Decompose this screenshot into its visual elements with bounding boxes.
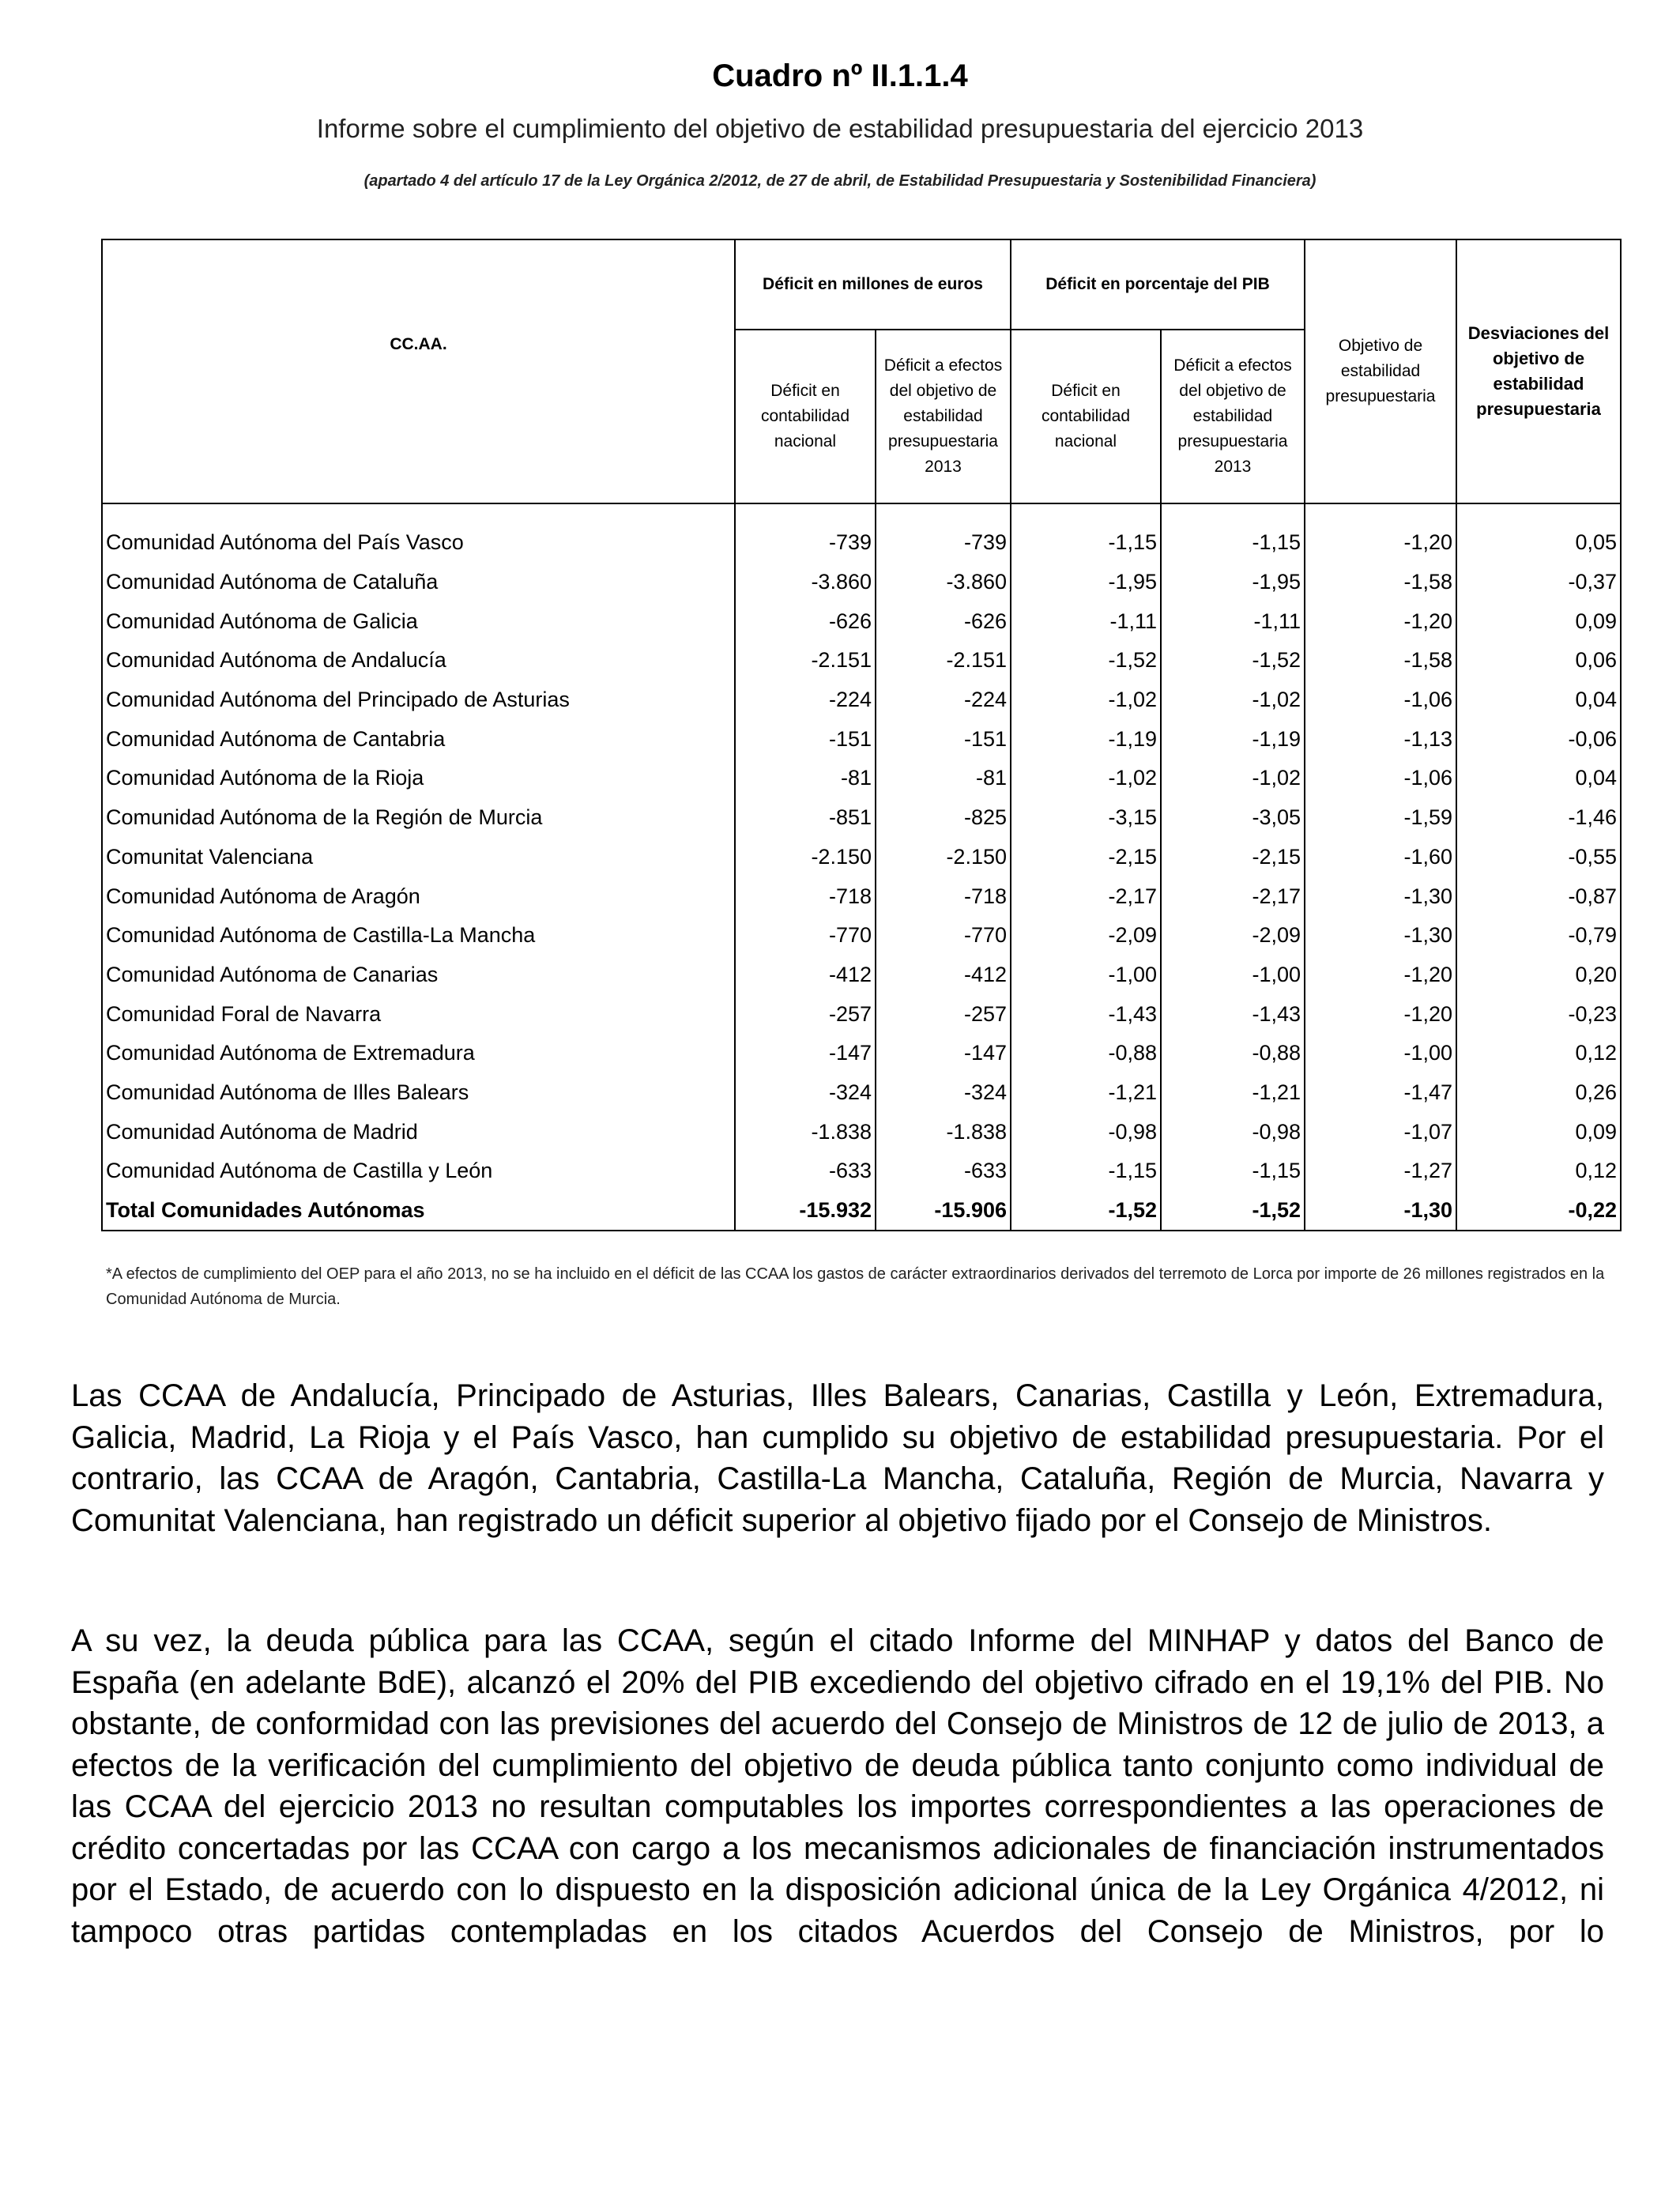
table-row [102,759,1621,798]
cell-deficit-pib-contabilidad: -2,17 [1011,876,1161,916]
cell-ccaa-name: Comunidad Autónoma de Cantabria [102,719,735,759]
cell-ccaa-name: Comunidad Autónoma de Canarias [102,956,735,995]
cell-deficit-pib-contabilidad: -0,88 [1011,1034,1161,1073]
cell-deficit-euros-contabilidad: -412 [735,956,876,995]
cell-desviacion: 0,04 [1456,759,1621,798]
table-row [102,1152,1621,1191]
cell-desviacion: 0,09 [1456,601,1621,641]
cell-deficit-pib-contabilidad: -1,43 [1011,994,1161,1034]
cell-deficit-pib-efectos: -1,00 [1161,956,1305,995]
cell-desviacion: -0,37 [1456,563,1621,602]
cell-deficit-pib-efectos: -1,11 [1161,601,1305,641]
table-row [102,641,1621,680]
cell-ccaa-name: Comunidad Autónoma del País Vasco [102,503,735,563]
cell-deficit-pib-contabilidad: -1,11 [1011,601,1161,641]
table-row [102,876,1621,916]
cell-deficit-euros-contabilidad: -1.838 [735,1112,876,1152]
cell-deficit-pib-contabilidad: -1,19 [1011,719,1161,759]
cell-desviacion: -0,79 [1456,916,1621,956]
header-ccaa: CC.AA. [102,239,735,503]
cell-desviacion: 0,26 [1456,1073,1621,1113]
cell-ccaa-name: Comunidad Autónoma de Illes Balears [102,1073,735,1113]
cell-ccaa-name: Comunidad Autónoma de Extremadura [102,1034,735,1073]
header-objetivo: Objetivo de estabilidad presupuestaria [1305,239,1456,503]
cell-deficit-pib-efectos: -1,95 [1161,563,1305,602]
cell-objetivo: -1,30 [1305,916,1456,956]
cell-deficit-pib-contabilidad: -1,00 [1011,956,1161,995]
cell-deficit-euros-efectos: -825 [876,798,1011,838]
cell-deficit-pib-efectos: -2,15 [1161,838,1305,877]
cell-ccaa-name: Comunidad Autónoma de la Rioja [102,759,735,798]
cell-deficit-pib-contabilidad: -1,02 [1011,680,1161,720]
cell-deficit-euros-efectos: -2.151 [876,641,1011,680]
cell-deficit-pib-efectos: -1,19 [1161,719,1305,759]
cell-ccaa-name: Comunidad Autónoma de Madrid [102,1112,735,1152]
cell-deficit-euros-efectos: -151 [876,719,1011,759]
cell-deficit-pib-efectos: -3,05 [1161,798,1305,838]
cell-desviacion: 0,04 [1456,680,1621,720]
cell-desviacion: -1,46 [1456,798,1621,838]
cell-objetivo: -1,59 [1305,798,1456,838]
cell-desviacion: -0,06 [1456,719,1621,759]
cell-deficit-pib-contabilidad: -1,15 [1011,1152,1161,1191]
cell-desviacion: -0,87 [1456,876,1621,916]
cell-deficit-euros-efectos: -412 [876,956,1011,995]
header-deficit-euros: Déficit en millones de euros [735,239,1011,330]
footnote: *A efectos de cumplimiento del OEP para el año 2013, no se ha incluido en el déficit de las CCAA los gastos de carácter extraordinarios derivados del terremoto de Lorca por importe de 26 millones registrados en la Comunidad Autónoma de Murcia. [106,1265,1605,1308]
paragraph-1: Las CCAA de Andalucía, Principado de Asturias, Illes Balears, Canarias, Castilla y León, Extremadura, Galicia, Madrid, La Rioja y el País Vasco, han cumplido su objetivo de estabilidad presupuestaria. Por el contrario, las CCAA de Aragón, Cantabria, Castilla-La Mancha, Cataluña, Región de Murcia, Navarra y Comunitat Valenciana, han registrado un déficit superior al objetivo fijado por el Consejo de Ministros. [71,1378,1604,1538]
cell-deficit-euros-efectos: -2.150 [876,838,1011,877]
cell-deficit-euros-contabilidad: -718 [735,876,876,916]
cell-deficit-pib-contabilidad: -2,15 [1011,838,1161,877]
header-euros-contabilidad: Déficit en contabilidad nacional [735,330,876,503]
cell-deficit-pib-efectos: -1,15 [1161,1152,1305,1191]
cell-ccaa-name: Comunidad Autónoma de Castilla y León [102,1152,735,1191]
cell-deficit-euros-contabilidad: -626 [735,601,876,641]
table-row [102,994,1621,1034]
cell-deficit-pib-efectos: -2,09 [1161,916,1305,956]
cell-deficit-euros-contabilidad: -739 [735,503,876,563]
cell-deficit-pib-contabilidad: -0,98 [1011,1112,1161,1152]
table-row [102,838,1621,877]
cell-deficit-euros-contabilidad: -2.151 [735,641,876,680]
cell-desviacion: 0,06 [1456,641,1621,680]
cell-ccaa-name: Comunidad Autónoma de Castilla-La Mancha [102,916,735,956]
cell-deficit-euros-efectos: -1.838 [876,1112,1011,1152]
table-row [102,563,1621,602]
cell-deficit-euros-efectos: -257 [876,994,1011,1034]
cell-deficit-euros-contabilidad: -151 [735,719,876,759]
deficit-table [101,239,1622,1231]
cell-deficit-euros-contabilidad: -770 [735,916,876,956]
cell-objetivo: -1,60 [1305,838,1456,877]
cell-deficit-euros-contabilidad: -257 [735,994,876,1034]
cell-desviacion: 0,09 [1456,1112,1621,1152]
cell-deficit-euros-efectos: -324 [876,1073,1011,1113]
cell-objetivo: -1,20 [1305,956,1456,995]
cell-ccaa-name: Comunidad Foral de Navarra [102,994,735,1034]
cell-deficit-pib-contabilidad: -2,09 [1011,916,1161,956]
cell-objetivo: -1,06 [1305,759,1456,798]
cell-objetivo: -1,13 [1305,719,1456,759]
cell-deficit-euros-efectos: -633 [876,1152,1011,1191]
cell-desviacion: 0,12 [1456,1034,1621,1073]
cell-deficit-euros-efectos: -3.860 [876,563,1011,602]
cell-objetivo: -1,00 [1305,1034,1456,1073]
cell-objetivo: -1,27 [1305,1152,1456,1191]
cell-deficit-pib-efectos: -1,52 [1161,1191,1305,1231]
cell-deficit-pib-contabilidad: -1,02 [1011,759,1161,798]
cell-deficit-pib-contabilidad: -1,95 [1011,563,1161,602]
table-row [102,680,1621,720]
cell-desviacion: 0,20 [1456,956,1621,995]
table-row [102,1034,1621,1073]
cell-objetivo: -1,20 [1305,601,1456,641]
table-row [102,956,1621,995]
cell-ccaa-name: Comunidad Autónoma de Aragón [102,876,735,916]
cell-objetivo: -1,30 [1305,1191,1456,1231]
cell-deficit-euros-efectos: -626 [876,601,1011,641]
cell-deficit-pib-contabilidad: -1,52 [1011,641,1161,680]
cell-objetivo: -1,30 [1305,876,1456,916]
cell-objetivo: -1,07 [1305,1112,1456,1152]
cell-desviacion: -0,55 [1456,838,1621,877]
paragraph-2: A su vez, la deuda pública para las CCAA, según el citado Informe del MINHAP y datos del Banco de España (en adelante BdE), alcanzó el 20% del PIB excediendo del objetivo cifrado en el 19,1% del PIB. No obstante, de conformidad con las previsiones del acuerdo del Consejo de Ministros de 12 de julio de 2013, a efectos de la verificación del cumplimiento del objetivo de deuda pública tanto conjunto como individual de las CCAA del ejercicio 2013 no resultan computables los importes correspondientes a las operaciones de crédito concertadas por las CCAA con cargo a los mecanismos adicionales de financiación instrumentados por el Estado, de acuerdo con lo dispuesto en la disposición adicional única de la Ley Orgánica 4/2012, ni tampoco otras partidas contempladas en los citados Acuerdos del Consejo de Ministros, por lo [71,1623,1604,1949]
cell-ccaa-name: Comunidad Autónoma de la Región de Murcia [102,798,735,838]
table-row [102,601,1621,641]
cell-deficit-pib-contabilidad: -1,15 [1011,503,1161,563]
header-desviaciones: Desviaciones del objetivo de estabilidad presupuestaria [1456,239,1621,503]
cell-deficit-pib-contabilidad: -1,21 [1011,1073,1161,1113]
cell-deficit-euros-contabilidad: -3.860 [735,563,876,602]
cell-ccaa-name: Comunidad Autónoma del Principado de Asturias [102,680,735,720]
total-row [102,1191,1621,1231]
cell-ccaa-name: Comunidad Autónoma de Andalucía [102,641,735,680]
table-row [102,719,1621,759]
cell-objetivo: -1,58 [1305,563,1456,602]
cell-deficit-euros-efectos: -718 [876,876,1011,916]
table-body [102,503,1621,1231]
legal-reference: (apartado 4 del artículo 17 de la Ley Orgánica 2/2012, de 27 de abril, de Estabilidad Presupuestaria y Sostenibilidad Financiera) [363,172,1317,190]
cell-desviacion: 0,12 [1456,1152,1621,1191]
header-deficit-pib: Déficit en porcentaje del PIB [1011,239,1305,330]
cell-deficit-euros-contabilidad: -224 [735,680,876,720]
table-row [102,798,1621,838]
cell-objetivo: -1,47 [1305,1073,1456,1113]
cell-deficit-pib-efectos: -2,17 [1161,876,1305,916]
table-row [102,503,1621,563]
cell-deficit-pib-efectos: -1,15 [1161,503,1305,563]
cell-deficit-pib-contabilidad: -1,52 [1011,1191,1161,1231]
cell-ccaa-name: Comunidad Autónoma de Cataluña [102,563,735,602]
cell-deficit-pib-efectos: -1,43 [1161,994,1305,1034]
cell-desviacion: -0,23 [1456,994,1621,1034]
cell-deficit-pib-efectos: -1,02 [1161,680,1305,720]
cell-deficit-euros-contabilidad: -147 [735,1034,876,1073]
cell-objetivo: -1,20 [1305,503,1456,563]
cell-deficit-pib-efectos: -1,02 [1161,759,1305,798]
header-pib-contabilidad: Déficit en contabilidad nacional [1011,330,1161,503]
cell-objetivo: -1,20 [1305,994,1456,1034]
cell-deficit-euros-contabilidad: -324 [735,1073,876,1113]
table-row [102,1073,1621,1113]
document-title: Cuadro nº II.1.1.4 [712,58,968,93]
cell-deficit-pib-efectos: -0,98 [1161,1112,1305,1152]
cell-deficit-euros-efectos: -81 [876,759,1011,798]
cell-ccaa-name: Comunitat Valenciana [102,838,735,877]
cell-deficit-pib-contabilidad: -3,15 [1011,798,1161,838]
table-row [102,916,1621,956]
cell-deficit-euros-efectos: -147 [876,1034,1011,1073]
cell-deficit-euros-efectos: -15.906 [876,1191,1011,1231]
header-euros-efectos: Déficit a efectos del objetivo de estabilidad presupuestaria 2013 [876,330,1011,503]
cell-deficit-euros-efectos: -224 [876,680,1011,720]
cell-deficit-euros-contabilidad: -81 [735,759,876,798]
cell-deficit-euros-contabilidad: -851 [735,798,876,838]
cell-objetivo: -1,06 [1305,680,1456,720]
cell-desviacion: 0,05 [1456,503,1621,563]
cell-deficit-euros-contabilidad: -2.150 [735,838,876,877]
cell-deficit-pib-efectos: -1,21 [1161,1073,1305,1113]
cell-desviacion: -0,22 [1456,1191,1621,1231]
cell-deficit-euros-contabilidad: -15.932 [735,1191,876,1231]
cell-objetivo: -1,58 [1305,641,1456,680]
cell-deficit-pib-efectos: -0,88 [1161,1034,1305,1073]
table-row [102,1112,1621,1152]
cell-deficit-pib-efectos: -1,52 [1161,641,1305,680]
table-subtitle: Informe sobre el cumplimiento del objetivo de estabilidad presupuestaria del ejercicio 2013 [316,114,1364,143]
cell-deficit-euros-efectos: -739 [876,503,1011,563]
cell-ccaa-name: Comunidad Autónoma de Galicia [102,601,735,641]
cell-deficit-euros-contabilidad: -633 [735,1152,876,1191]
cell-deficit-euros-efectos: -770 [876,916,1011,956]
cell-ccaa-name: Total Comunidades Autónomas [102,1191,735,1231]
header-pib-efectos: Déficit a efectos del objetivo de estabilidad presupuestaria 2013 [1161,330,1305,503]
